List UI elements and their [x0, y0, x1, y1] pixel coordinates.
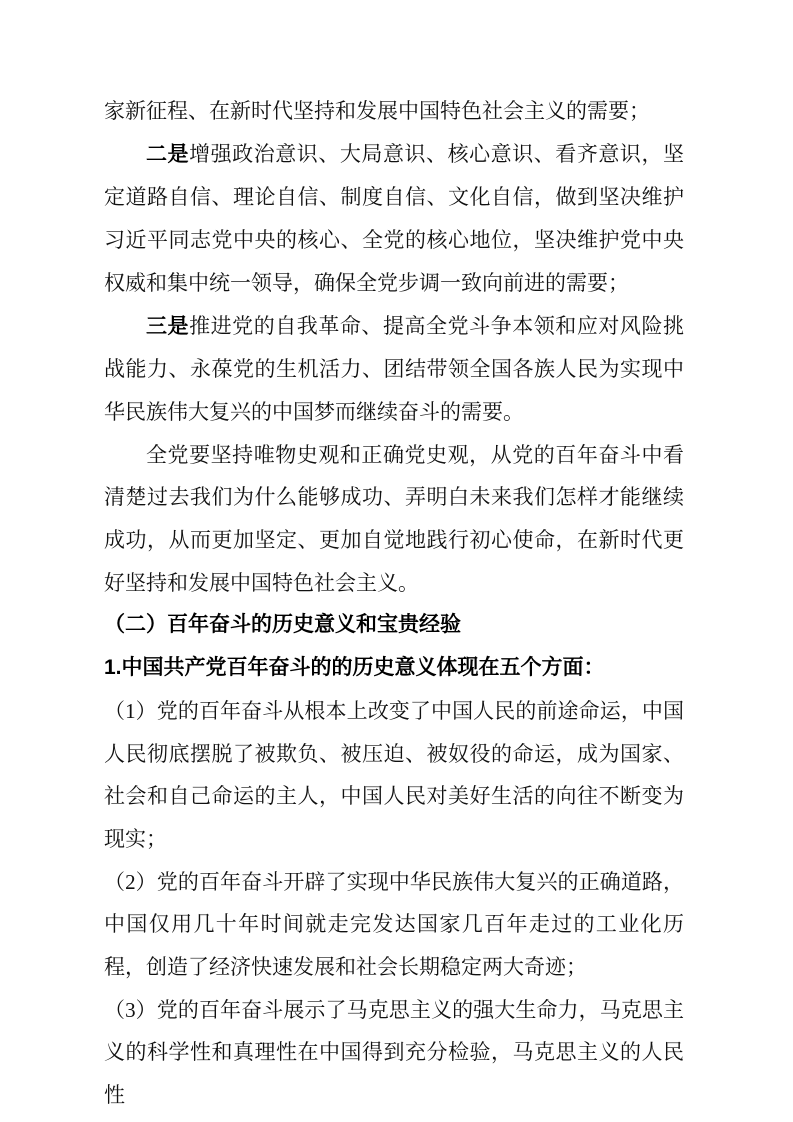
section-heading: （二）百年奋斗的历史意义和宝贵经验 [104, 613, 461, 637]
document-body [104, 90, 684, 1117]
body-paragraph: （2）党的百年奋斗开辟了实现中华民族伟大复兴的正确道路，中国仅用几十年时间就走完发达国家几百年走过的工业化历程，创造了经济快速发展和社会长期稳定两大奇迹； [104, 869, 684, 980]
paragraph-lead-marker: 三是 [146, 314, 190, 338]
body-paragraph: （1）党的百年奋斗从根本上改变了中国人民的前途命运，中国人民彻底摆脱了被欺负、被压迫、被奴役的命运，成为国家、社会和自己命运的主人，中国人民对美好生活的向往不断变为现实； [104, 698, 684, 851]
body-paragraph: 全党要坚持唯物史观和正确党史观，从党的百年奋斗中看清楚过去我们为什么能够成功、弄明白未来我们怎样才能继续成功，从而更加坚定、更加自觉地践行初心使命，在新时代更好坚持和发展中国特色社会主义。 [104, 442, 684, 595]
body-paragraph: 三是推进党的自我革命、提高全党斗争本领和应对风险挑战能力、永葆党的生机活力、团结带领全国各族人民为实现中华民族伟大复兴的中国梦而继续奋斗的需要。 [104, 313, 685, 424]
body-paragraph: 二是增强政治意识、大局意识、核心意识、看齐意识，坚定道路自信、理论自信、制度自信、文化自信，做到坚决维护习近平同志党中央的核心、全党的核心地位，坚决维护党中央权威和集中统一领导，确保全党步调一致向前进的需要； [104, 141, 685, 295]
body-paragraph: 家新征程、在新时代坚持和发展中国特色社会主义的需要； [104, 99, 650, 123]
body-paragraph: （3）党的百年奋斗展示了马克思主义的强大生命力，马克思主义的科学性和真理性在中国得到充分检验，马克思主义的人民性 [104, 997, 684, 1108]
paragraph-lead-marker: 二是 [146, 142, 190, 166]
section-heading: 1.中国共产党百年奋斗的的历史意义体现在五个方面： [104, 656, 605, 680]
